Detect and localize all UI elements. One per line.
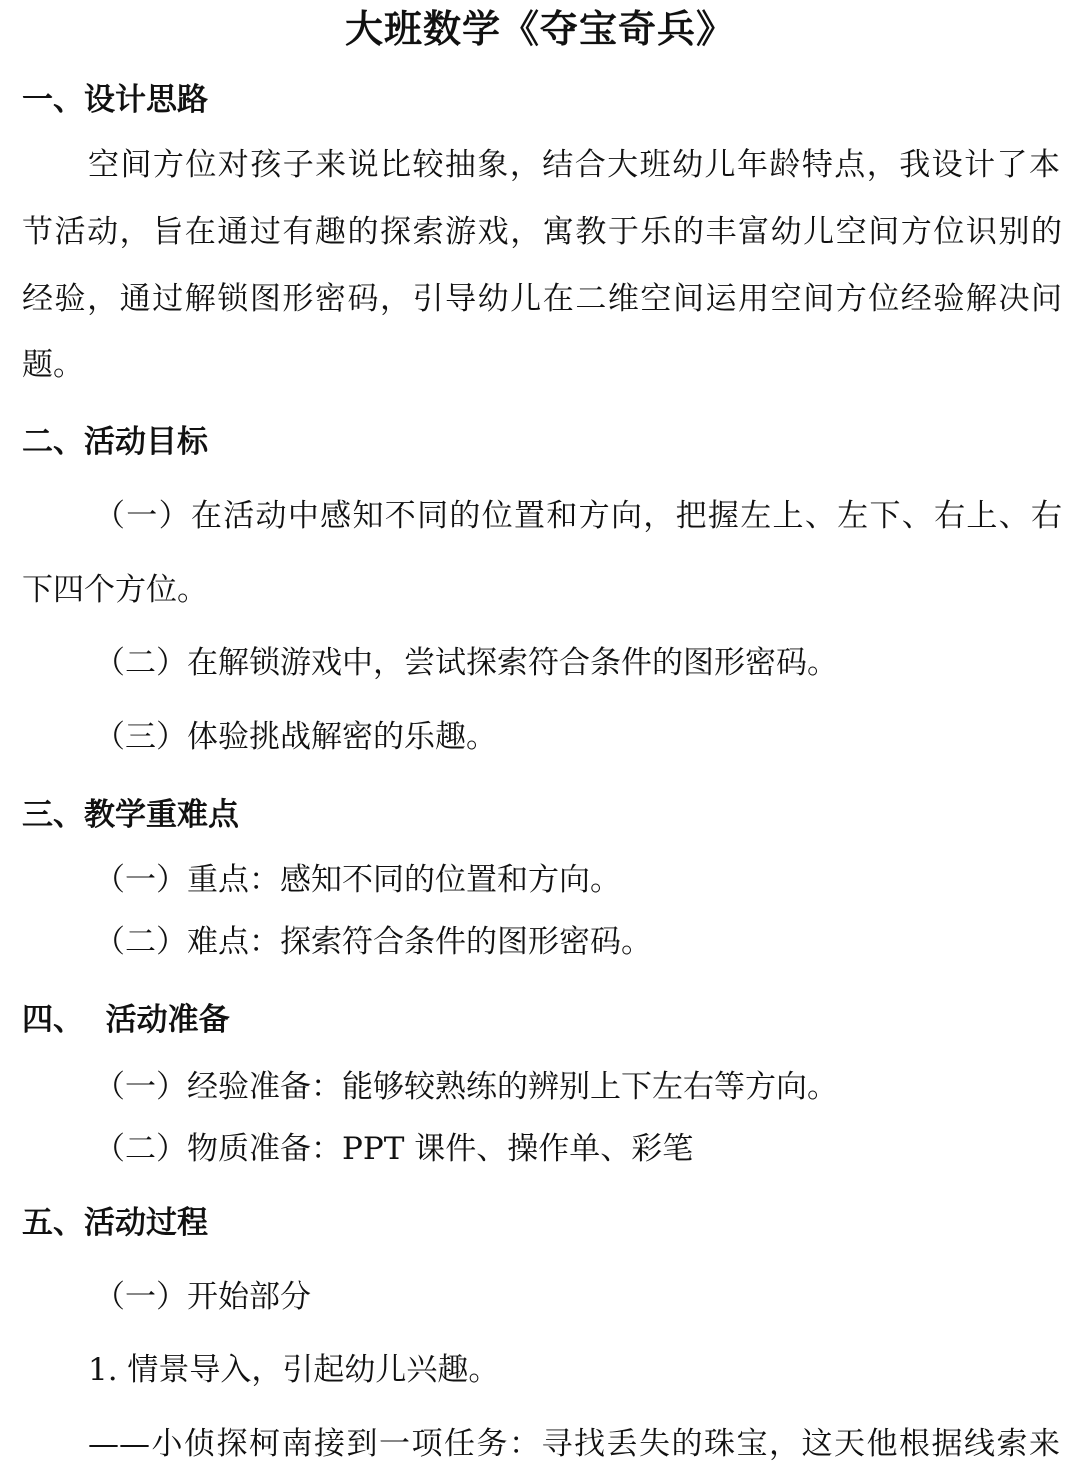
list-item: 下四个方位。 xyxy=(22,572,208,608)
list-item: （一）重点：感知不同的位置和方向。 xyxy=(94,862,621,898)
list-item: （二）在解锁游戏中，尝试探索符合条件的图形密码。 xyxy=(94,645,838,681)
section-heading-process: 五、活动过程 xyxy=(22,1205,208,1241)
section-heading-preparation: 四、 活动准备 xyxy=(22,1002,230,1038)
paragraph-line: 题。 xyxy=(22,347,84,383)
list-item: 1. 情景导入，引起幼儿兴趣。 xyxy=(88,1352,500,1388)
section-heading-key-points: 三、教学重难点 xyxy=(22,797,239,833)
list-item: （一）开始部分 xyxy=(94,1279,311,1315)
list-item: （一）经验准备：能够较熟练的辨别上下左右等方向。 xyxy=(94,1069,838,1105)
list-item: （三）体验挑战解密的乐趣。 xyxy=(94,719,497,755)
paragraph-line: 经验，通过解锁图形密码，引导幼儿在二维空间运用空间方位经验解决问 xyxy=(22,281,1062,317)
section-heading-goals: 二、活动目标 xyxy=(22,424,208,460)
list-item: （二）物质准备：PPT 课件、操作单、彩笔 xyxy=(94,1131,694,1167)
list-item: （一）在活动中感知不同的位置和方向，把握左上、左下、右上、右 xyxy=(94,498,1062,534)
document-title: 大班数学《夺宝奇兵》 xyxy=(344,7,735,51)
paragraph-line: 空间方位对孩子来说比较抽象，结合大班幼儿年龄特点，我设计了本 xyxy=(88,147,1060,183)
list-item: （二）难点：探索符合条件的图形密码。 xyxy=(94,924,652,960)
paragraph-line: 节活动，旨在通过有趣的探索游戏，寓教于乐的丰富幼儿空间方位识别的 xyxy=(22,214,1062,250)
paragraph-line: ——小侦探柯南接到一项任务：寻找丢失的珠宝，这天他根据线索来 xyxy=(88,1426,1060,1462)
section-heading-design: 一、设计思路 xyxy=(22,82,208,118)
